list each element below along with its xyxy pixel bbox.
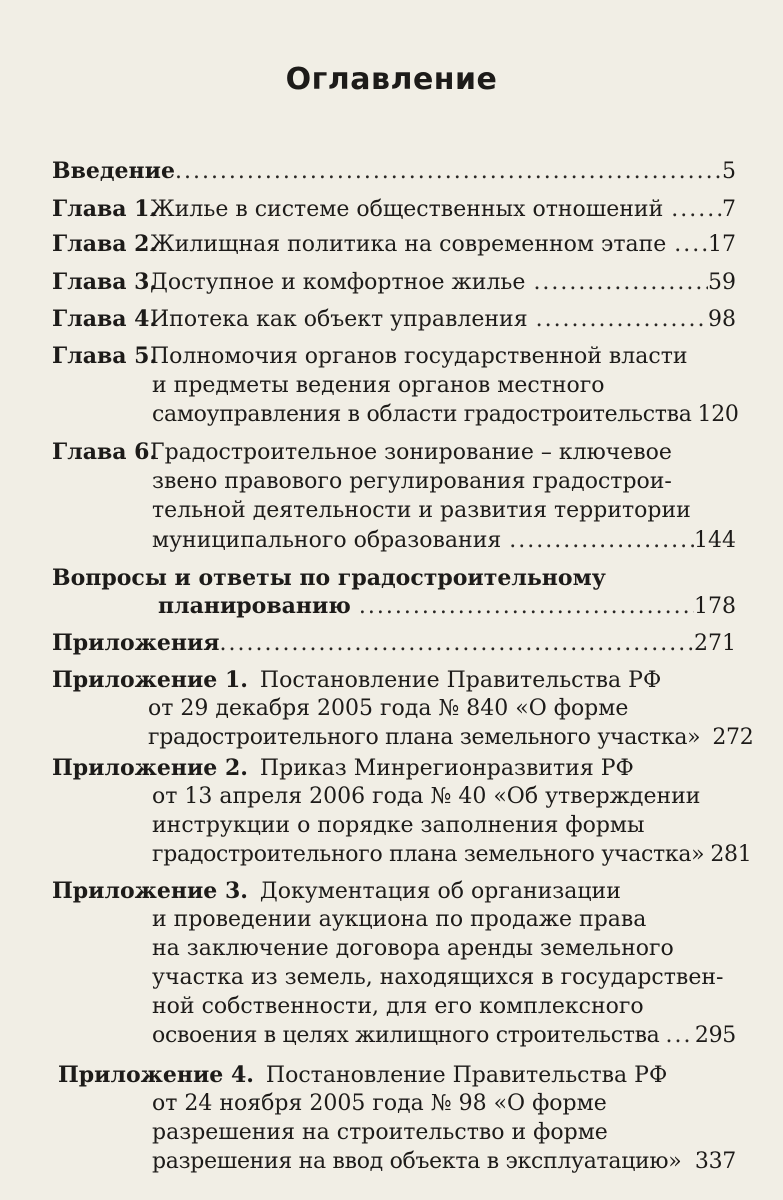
entry-label: Глава 2.: [52, 231, 158, 257]
entry-title-line: Градостроительное зонирование – ключевое: [150, 440, 672, 465]
leader-dots: [533, 272, 708, 294]
entry-title-line: ной собственности, для его комплексного: [152, 994, 644, 1019]
leader-dots: [175, 161, 722, 183]
entry-label: Глава 3.: [52, 269, 158, 295]
toc-entry-appendix-3-line-5: [152, 996, 736, 1018]
entry-page: 271: [694, 631, 736, 656]
leader-dots: [666, 1025, 689, 1047]
entry-title-line: градостроительного плана земельного участка»: [148, 725, 701, 750]
entry-page: 59: [708, 270, 736, 295]
entry-page: 272: [712, 725, 754, 750]
entry-title-line: и предметы ведения органов местного: [152, 373, 605, 398]
entry-label: Приложения: [52, 630, 220, 656]
leader-dots: [509, 530, 694, 552]
toc-entry-chapter-5-line-2: [152, 375, 736, 397]
entry-title-line: Документация об организации: [259, 879, 621, 904]
toc-entry-appendix-3-line-4: [152, 967, 736, 989]
entry-title-line: самоуправления в области градостроительства: [152, 402, 692, 427]
entry-title-line: планированию: [158, 593, 351, 619]
entry-title-line: инструкции о порядке заполнения формы: [152, 813, 645, 838]
entry-title-line: освоения в целях жилищного строительства: [152, 1023, 660, 1048]
entry-title-line: разрешения на ввод объекта в эксплуатацию»: [152, 1149, 682, 1174]
entry-title-line: Приказ Минрегионразвития РФ: [259, 756, 634, 781]
toc-entry-appendix-3-line-2: [152, 909, 736, 931]
toc-entry-qa[interactable]: [52, 567, 736, 589]
leader-dots: [536, 309, 708, 331]
toc-entry-appendix-4-line-3: [152, 1122, 736, 1144]
toc-entry-appendix-2-line-4: [152, 842, 752, 867]
entry-title-line: Жилищная политика на современном этапе: [150, 232, 667, 257]
entry-label: Приложение 3.: [52, 878, 248, 904]
toc-entry-chapter-4[interactable]: [52, 308, 736, 331]
entry-title-line: градостроительного плана земельного участка»: [152, 842, 705, 867]
toc-entry-appendix-3[interactable]: [52, 880, 736, 903]
toc-entry-appendices[interactable]: [52, 632, 736, 655]
leader-dots: [220, 633, 694, 655]
entry-title-line: Ипотека как объект управления: [150, 307, 528, 332]
entry-label: Глава 1.: [52, 196, 158, 222]
entry-title-line: участка из земель, находящихся в государствен-: [152, 965, 724, 990]
entry-page: 17: [708, 232, 736, 257]
entry-title-line: Постановление Правительства РФ: [265, 1063, 668, 1088]
entry-page: 144: [694, 528, 736, 553]
entry-title-line: от 13 апреля 2006 года № 40 «Об утверждении: [152, 784, 701, 809]
entry-page: 295: [694, 1023, 736, 1048]
toc-entry-chapter-1[interactable]: [52, 198, 736, 221]
entry-page: 178: [694, 594, 736, 619]
entry-title-line: Доступное и комфортное жилье: [150, 270, 526, 295]
toc-entry-appendix-2-line-2: [152, 786, 736, 808]
page-title: Оглавление: [285, 62, 498, 97]
toc-entry-chapter-6[interactable]: [52, 441, 736, 464]
entry-title-line: Постановление Правительства РФ: [259, 668, 662, 693]
toc-entry-appendix-4-line-4: [152, 1151, 736, 1173]
entry-label: Глава 6.: [52, 439, 158, 465]
entry-title-line: Жилье в системе общественных отношений: [150, 197, 664, 222]
entry-page: 120: [697, 402, 739, 427]
entry-page: 337: [694, 1149, 736, 1174]
toc-entry-chapter-5-line-3: [152, 402, 739, 427]
toc-entry-appendix-4-line-2: [152, 1093, 736, 1115]
toc-entry-qa-line-2: [158, 595, 736, 618]
entry-label: Приложение 4.: [58, 1062, 254, 1088]
entry-title-line: от 29 декабря 2005 года № 840 «О форме: [148, 696, 629, 721]
toc-entry-chapter-2[interactable]: [52, 233, 736, 256]
entry-page: 98: [708, 307, 736, 332]
entry-title-line: на заключение договора аренды земельного: [152, 936, 674, 961]
leader-dots: [671, 199, 722, 221]
entry-page: 5: [722, 159, 736, 184]
toc-entry-appendix-1-line-3: [148, 725, 754, 750]
toc-entry-appendix-2[interactable]: [52, 757, 736, 780]
entry-label: Приложение 2.: [52, 755, 248, 781]
entry-title-line: звено правового регулирования градострои-: [152, 469, 672, 494]
entry-title-line: тельной деятельности и развития территории: [152, 498, 691, 523]
entry-page: 281: [710, 842, 752, 867]
toc-entry-appendix-1[interactable]: [52, 669, 736, 692]
entry-title-line: Вопросы и ответы по градостроительному: [52, 565, 606, 591]
entry-label: Глава 5.: [52, 343, 158, 369]
toc-entry-appendix-4[interactable]: [58, 1064, 736, 1087]
toc-entry-appendix-3-line-3: [152, 938, 736, 960]
leader-dots: [687, 1151, 688, 1173]
toc-entry-chapter-6-line-4: [152, 530, 736, 552]
entry-title-line: от 24 ноября 2005 года № 98 «О форме: [152, 1091, 607, 1116]
toc-entry-chapter-3[interactable]: [52, 271, 736, 294]
entry-label: Приложение 1.: [52, 667, 248, 693]
entry-title-line: разрешения на строительство и форме: [152, 1120, 608, 1145]
entry-page: 7: [722, 197, 736, 222]
toc-entry-appendix-1-line-2: [148, 698, 736, 720]
toc-entry-intro[interactable]: [52, 160, 736, 183]
leader-dots: [674, 234, 708, 256]
toc-entry-chapter-6-line-2: [152, 471, 736, 493]
entry-label: Введение: [52, 158, 175, 184]
entry-label: Глава 4.: [52, 306, 158, 332]
toc-entry-chapter-5[interactable]: [52, 345, 736, 368]
entry-title-line: и проведении аукциона по продаже права: [152, 907, 647, 932]
leader-dots: [359, 596, 694, 618]
toc-entry-appendix-3-line-6: [152, 1025, 736, 1047]
toc-entry-appendix-2-line-3: [152, 815, 736, 837]
toc-entry-chapter-6-line-3: [152, 500, 736, 522]
entry-title-line: Полномочия органов государственной власти: [150, 344, 688, 369]
entry-title-line: муниципального образования: [152, 528, 502, 553]
